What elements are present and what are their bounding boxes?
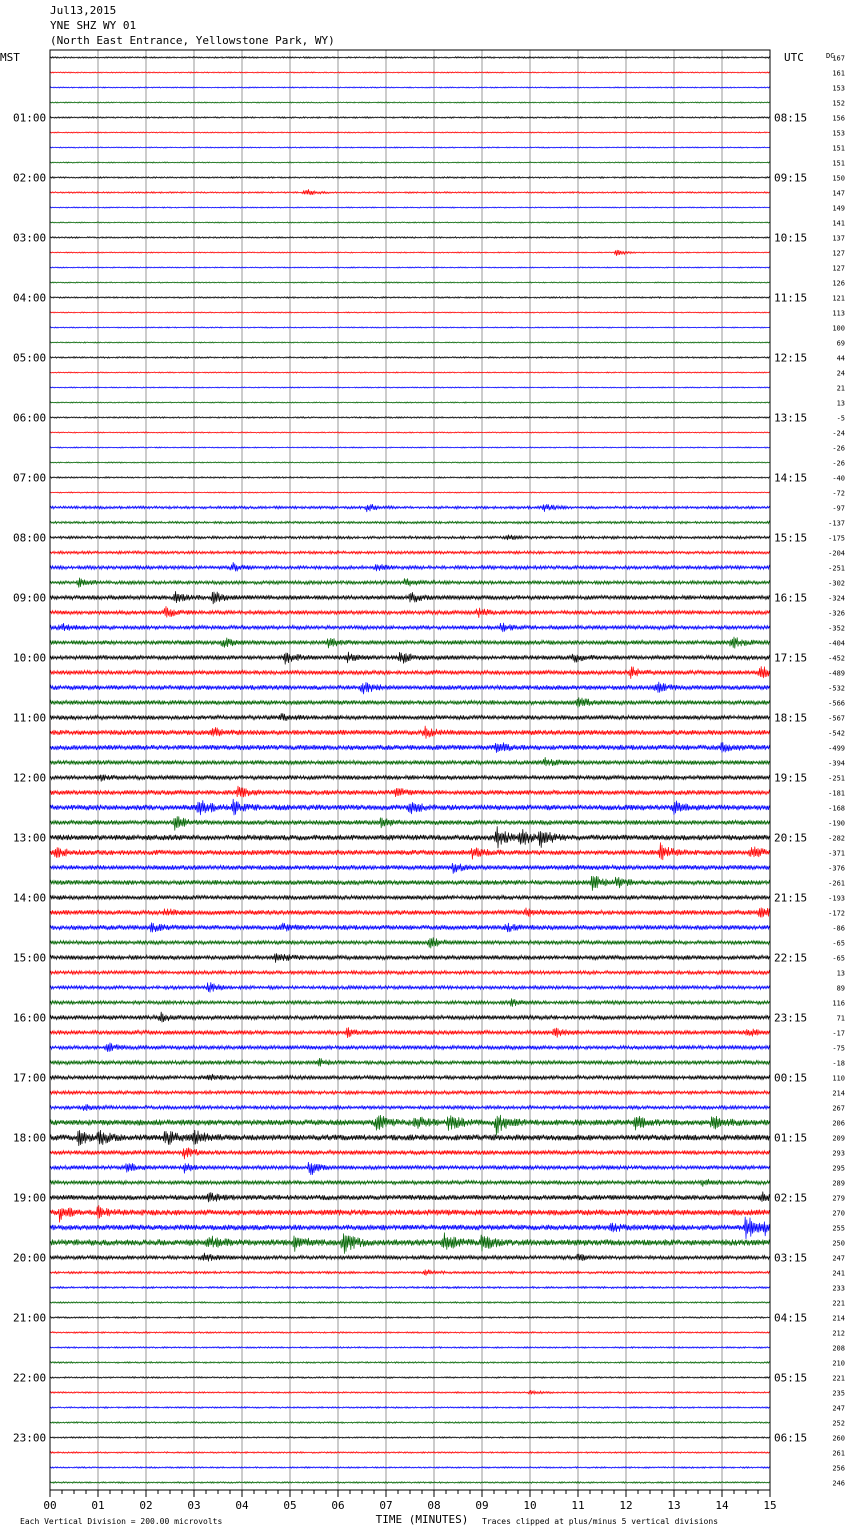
dc-offset-label: -566: [828, 699, 845, 708]
trace-line: [50, 937, 770, 948]
trace-line: [50, 623, 770, 632]
trace-line: [50, 102, 770, 103]
dc-offset-label: 212: [832, 1329, 845, 1338]
dc-offset-label: 267: [832, 1104, 845, 1113]
dc-offset-label: -97: [832, 504, 845, 513]
dc-offset-label: 151: [832, 159, 845, 168]
utc-hour-label: 23:15: [774, 1011, 808, 1025]
trace-line: [50, 1287, 770, 1289]
dc-offset-label: -65: [832, 939, 845, 948]
x-tick-label: 13: [667, 1499, 681, 1512]
mst-hour-label: 20:00: [13, 1251, 47, 1265]
trace-line: [50, 1130, 770, 1146]
trace-line: [50, 1407, 770, 1409]
dc-offset-label: 152: [832, 99, 845, 108]
mst-hour-label: 15:00: [13, 951, 47, 965]
trace-line: [50, 1482, 770, 1484]
dc-offset-label: -567: [828, 714, 845, 723]
trace-line: [50, 1205, 770, 1222]
dc-offset-label: 289: [832, 1179, 845, 1188]
dc-offset-label: 156: [832, 114, 845, 123]
trace-line: [50, 1012, 770, 1023]
utc-hour-label: 16:15: [774, 591, 808, 605]
trace-line: [50, 1362, 770, 1364]
mst-axis-label: MST: [0, 51, 20, 64]
utc-hour-label: 13:15: [774, 411, 808, 425]
trace-line: [50, 1043, 770, 1052]
dc-offset-label: 270: [832, 1209, 845, 1218]
trace-line: [50, 1390, 770, 1394]
mst-hour-label: 10:00: [13, 651, 47, 665]
utc-hour-label: 14:15: [774, 471, 808, 485]
dc-offset-label: -175: [828, 534, 845, 543]
trace-line: [50, 1317, 770, 1319]
x-tick-label: 14: [715, 1499, 729, 1512]
utc-hour-label: 04:15: [774, 1311, 808, 1325]
dc-offset-label: 13: [836, 399, 845, 408]
dc-offset-label: 255: [832, 1224, 845, 1233]
dc-offset-label: 149: [832, 204, 845, 213]
utc-hour-label: 19:15: [774, 771, 808, 785]
dc-offset-label: -376: [828, 864, 845, 873]
trace-line: [50, 562, 770, 571]
trace-line: [50, 713, 770, 720]
clipping-note: Traces clipped at plus/minus 5 vertical divisions: [482, 1517, 719, 1526]
dc-offset-label: 147: [832, 189, 845, 198]
utc-hour-label: 03:15: [774, 1251, 808, 1265]
mst-hour-label: 08:00: [13, 531, 47, 545]
dc-offset-label: 250: [832, 1239, 845, 1248]
trace-line: [50, 357, 770, 359]
dc-offset-label: -26: [832, 459, 845, 468]
utc-hour-label: 17:15: [774, 651, 808, 665]
trace-line: [50, 953, 770, 962]
trace-line: [50, 606, 770, 618]
x-tick-label: 07: [379, 1499, 393, 1512]
trace-line: [50, 87, 770, 88]
dc-offset-label: -251: [828, 564, 845, 573]
mst-hour-label: 07:00: [13, 471, 47, 485]
utc-hour-label: 05:15: [774, 1371, 808, 1385]
x-tick-label: 01: [91, 1499, 105, 1512]
mst-hour-label: 06:00: [13, 411, 47, 425]
trace-line: [50, 1467, 770, 1469]
x-tick-label: 15: [763, 1499, 777, 1512]
mst-hour-label: 03:00: [13, 231, 47, 245]
dc-offset-label: 127: [832, 264, 845, 273]
x-tick-label: 03: [187, 1499, 201, 1512]
trace-line: [50, 504, 770, 512]
dc-offset-label: 256: [832, 1464, 845, 1473]
mst-hour-label: 14:00: [13, 891, 47, 905]
dc-offset-label: -452: [828, 654, 845, 663]
trace-line: [50, 432, 770, 433]
mst-hour-label: 11:00: [13, 711, 47, 725]
utc-hour-label: 09:15: [774, 171, 808, 185]
dc-offset-label: 221: [832, 1374, 845, 1383]
mst-hour-label: 04:00: [13, 291, 47, 305]
x-tick-label: 05: [283, 1499, 297, 1512]
trace-line: [50, 982, 770, 992]
utc-hour-label: 00:15: [774, 1071, 808, 1085]
dc-offset-label: 209: [832, 1134, 845, 1143]
dc-offset-label: -302: [828, 579, 845, 588]
trace-line: [50, 876, 770, 891]
trace-line: [50, 1027, 770, 1038]
dc-offset-label: 295: [832, 1164, 845, 1173]
trace-line: [50, 207, 770, 208]
dc-offset-label: 141: [832, 219, 845, 228]
trace-line: [50, 1115, 770, 1136]
dc-offset-label: -532: [828, 684, 845, 693]
x-axis-title: TIME (MINUTES): [375, 1513, 469, 1526]
trace-line: [50, 1148, 770, 1160]
trace-line: [50, 742, 770, 753]
dc-offset-label: -261: [828, 879, 845, 888]
trace-line: [50, 117, 770, 119]
dc-offset-label: 121: [832, 294, 845, 303]
mst-hour-label: 09:00: [13, 591, 47, 605]
trace-line: [50, 1253, 770, 1262]
trace-line: [50, 637, 770, 649]
trace-line: [50, 842, 770, 860]
mst-hour-label: 21:00: [13, 1311, 47, 1325]
trace-line: [50, 147, 770, 148]
trace-line: [50, 1233, 770, 1254]
dc-offset-label: 279: [832, 1194, 845, 1203]
mst-hour-label: 13:00: [13, 831, 47, 845]
trace-line: [50, 477, 770, 479]
trace-line: [50, 1104, 770, 1111]
dc-offset-label: -193: [828, 894, 845, 903]
trace-line: [50, 132, 770, 133]
trace-line: [50, 726, 770, 739]
dc-offset-label: -499: [828, 744, 845, 753]
dc-offset-label: -204: [828, 549, 845, 558]
trace-line: [50, 1091, 770, 1095]
dc-offset-label: 89: [836, 984, 845, 993]
mst-hour-label: 01:00: [13, 111, 47, 125]
trace-line: [50, 998, 770, 1006]
trace-line: [50, 535, 770, 541]
dc-offset-label: 233: [832, 1284, 845, 1293]
dc-offset-label: 247: [832, 1404, 845, 1413]
vertical-scale-note: Each Vertical Division = 200.00 microvolts: [20, 1517, 223, 1526]
trace-line: [50, 1347, 770, 1349]
dc-axis-label: DC: [826, 52, 835, 60]
mst-hour-label: 16:00: [13, 1011, 47, 1025]
dc-offset-label: 113: [832, 309, 845, 318]
dc-offset-label: -542: [828, 729, 845, 738]
trace-line: [50, 1437, 770, 1439]
trace-line: [50, 372, 770, 373]
dc-offset-label: -324: [828, 594, 845, 603]
x-tick-label: 08: [427, 1499, 441, 1512]
dc-offset-label: 69: [836, 339, 845, 348]
trace-line: [50, 177, 770, 179]
trace-line: [50, 591, 770, 604]
trace-line: [50, 189, 770, 195]
x-tick-label: 09: [475, 1499, 489, 1512]
dc-offset-label: 241: [832, 1269, 845, 1278]
dc-offset-label: 252: [832, 1419, 845, 1428]
trace-line: [50, 1217, 770, 1239]
mst-hour-label: 23:00: [13, 1431, 47, 1445]
utc-hour-label: 11:15: [774, 291, 808, 305]
dc-offset-label: -72: [832, 489, 845, 498]
x-tick-label: 06: [331, 1499, 345, 1512]
dc-offset-label: -168: [828, 804, 845, 813]
dc-offset-label: -26: [832, 444, 845, 453]
axis-labels: [0, 51, 845, 1526]
dc-offset-label: 24: [836, 369, 845, 378]
trace-line: [50, 757, 770, 766]
dc-offset-label: -24: [832, 429, 845, 438]
x-tick-label: 11: [571, 1499, 585, 1512]
dc-offset-label: 153: [832, 84, 845, 93]
dc-offset-label: -172: [828, 909, 845, 918]
trace-line: [50, 250, 770, 256]
utc-hour-label: 12:15: [774, 351, 808, 365]
dc-offset-label: 260: [832, 1434, 845, 1443]
dc-offset-label: -65: [832, 954, 845, 963]
mst-hour-label: 22:00: [13, 1371, 47, 1385]
x-tick-label: 10: [523, 1499, 537, 1512]
trace-line: [50, 1179, 770, 1187]
trace-line: [50, 342, 770, 343]
trace-line: [50, 551, 770, 554]
trace-line: [50, 57, 770, 59]
trace-line: [50, 447, 770, 448]
dc-offset-label: 151: [832, 144, 845, 153]
utc-hour-label: 06:15: [774, 1431, 808, 1445]
dc-offset-label: -86: [832, 924, 845, 933]
dc-offset-label: -137: [828, 519, 845, 528]
dc-offset-label: 161: [832, 69, 845, 78]
dc-offset-label: 246: [832, 1479, 845, 1488]
trace-line: [50, 72, 770, 73]
dc-offset-label: 214: [832, 1314, 845, 1323]
x-tick-label: 04: [235, 1499, 249, 1512]
trace-line: [50, 1452, 770, 1454]
seismic-traces: [50, 57, 770, 1484]
trace-line: [50, 1192, 770, 1203]
mst-hour-label: 12:00: [13, 771, 47, 785]
dc-offset-label: 71: [836, 1014, 845, 1023]
trace-line: [50, 162, 770, 163]
trace-line: [50, 417, 770, 419]
dc-offset-label: -282: [828, 834, 845, 843]
trace-line: [50, 799, 770, 815]
dc-offset-label: 153: [832, 129, 845, 138]
station-title: YNE SHZ WY 01: [50, 19, 137, 32]
trace-line: [50, 907, 770, 917]
mst-hour-label: 18:00: [13, 1131, 47, 1145]
dc-offset-label: 221: [832, 1299, 845, 1308]
trace-line: [50, 895, 770, 899]
x-tick-label: 02: [139, 1499, 153, 1512]
trace-line: [50, 922, 770, 932]
utc-hour-label: 01:15: [774, 1131, 808, 1145]
trace-line: [50, 1269, 770, 1275]
dc-offset-label: 126: [832, 279, 845, 288]
dc-offset-label: -181: [828, 789, 845, 798]
dc-offset-label: 261: [832, 1449, 845, 1458]
mst-hour-label: 02:00: [13, 171, 47, 185]
trace-line: [50, 327, 770, 328]
trace-line: [50, 1074, 770, 1081]
dc-offset-label: -352: [828, 624, 845, 633]
dc-offset-label: -326: [828, 609, 845, 618]
trace-line: [50, 775, 770, 782]
dc-offset-label: 206: [832, 1119, 845, 1128]
utc-hour-label: 10:15: [774, 231, 808, 245]
dc-offset-label: 247: [832, 1254, 845, 1263]
trace-line: [50, 816, 770, 830]
location-title: (North East Entrance, Yellowstone Park, WY): [50, 34, 335, 47]
trace-line: [50, 282, 770, 283]
dc-offset-label: 100: [832, 324, 845, 333]
x-tick-label: 00: [43, 1499, 57, 1512]
dc-offset-label: -404: [828, 639, 845, 648]
mst-hour-label: 17:00: [13, 1071, 47, 1085]
trace-line: [50, 1422, 770, 1424]
dc-offset-label: 13: [836, 969, 845, 978]
dc-offset-label: 293: [832, 1149, 845, 1158]
dc-offset-label: 150: [832, 174, 845, 183]
trace-line: [50, 222, 770, 223]
dc-offset-label: -394: [828, 759, 845, 768]
dc-offset-label: 235: [832, 1389, 845, 1398]
trace-line: [50, 1377, 770, 1379]
dc-offset-label: 21: [836, 384, 845, 393]
dc-offset-label: -75: [832, 1044, 845, 1053]
dc-offset-label: -5: [836, 414, 845, 423]
trace-line: [50, 1332, 770, 1334]
mst-hour-label: 19:00: [13, 1191, 47, 1205]
trace-line: [50, 297, 770, 299]
trace-line: [50, 402, 770, 403]
trace-line: [50, 578, 770, 588]
dc-offset-label: -17: [832, 1029, 845, 1038]
plot-frame: [50, 50, 770, 1490]
x-tick-label: 12: [619, 1499, 633, 1512]
utc-hour-label: 20:15: [774, 831, 808, 845]
utc-hour-label: 02:15: [774, 1191, 808, 1205]
utc-hour-label: 08:15: [774, 111, 808, 125]
trace-line: [50, 971, 770, 975]
dc-offset-label: -489: [828, 669, 845, 678]
utc-hour-label: 18:15: [774, 711, 808, 725]
trace-line: [50, 682, 770, 694]
dc-offset-label: -371: [828, 849, 845, 858]
trace-line: [50, 666, 770, 679]
dc-offset-label: 210: [832, 1359, 845, 1368]
dc-offset-label: 110: [832, 1074, 845, 1083]
dc-offset-label: 208: [832, 1344, 845, 1353]
utc-hour-label: 21:15: [774, 891, 808, 905]
dc-offset-label: 167: [832, 54, 845, 63]
dc-offset-label: -251: [828, 774, 845, 783]
dc-offset-label: -40: [832, 474, 845, 483]
trace-line: [50, 1162, 770, 1175]
dc-offset-label: 137: [832, 234, 845, 243]
trace-line: [50, 863, 770, 874]
grid-lines: [98, 50, 722, 1490]
trace-line: [50, 786, 770, 797]
dc-offset-label: 44: [836, 354, 845, 363]
utc-hour-label: 22:15: [774, 951, 808, 965]
trace-line: [50, 387, 770, 388]
trace-line: [50, 697, 770, 707]
dc-offset-label: 214: [832, 1089, 845, 1098]
dc-offset-label: -190: [828, 819, 845, 828]
utc-axis-label: UTC: [784, 51, 804, 64]
trace-line: [50, 1302, 770, 1304]
trace-line: [50, 492, 770, 493]
dc-offset-label: 127: [832, 249, 845, 258]
trace-line: [50, 521, 770, 523]
mst-hour-label: 05:00: [13, 351, 47, 365]
trace-line: [50, 462, 770, 463]
utc-hour-label: 15:15: [774, 531, 808, 545]
trace-line: [50, 237, 770, 239]
trace-line: [50, 312, 770, 313]
trace-line: [50, 652, 770, 665]
trace-line: [50, 1058, 770, 1066]
dc-offset-label: -18: [832, 1059, 845, 1068]
trace-line: [50, 267, 770, 268]
date-title: Jul13,2015: [50, 4, 117, 17]
dc-offset-label: 116: [832, 999, 845, 1008]
